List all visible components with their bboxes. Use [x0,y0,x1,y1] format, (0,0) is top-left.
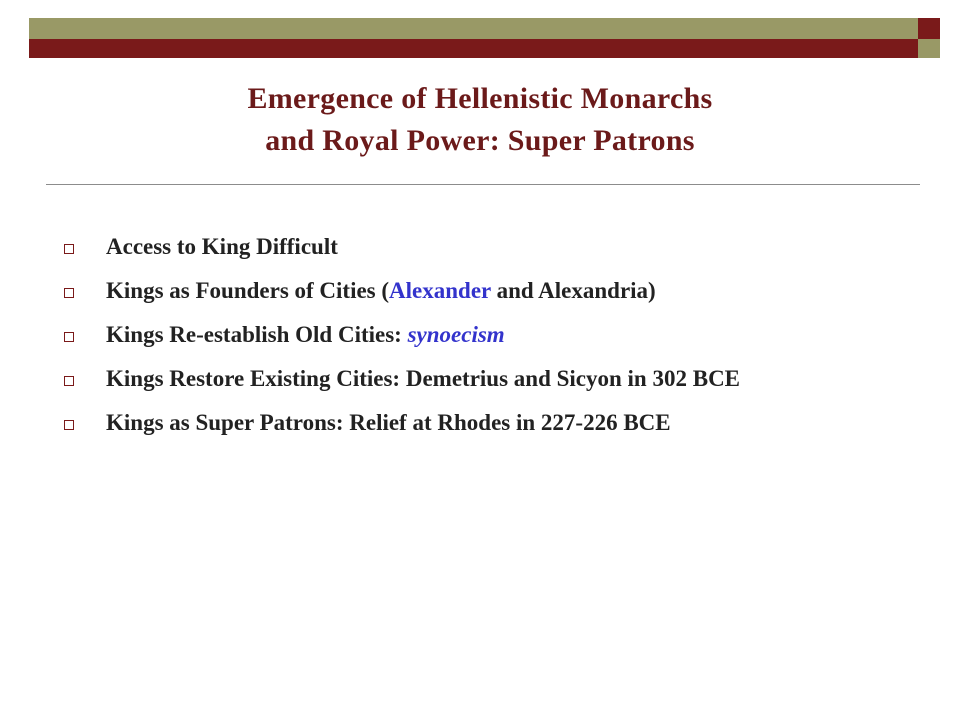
bullet-item [62,276,922,306]
bullet-item [62,320,922,350]
header-bar-maroon [29,39,918,58]
square-bullet-icon [64,332,74,342]
bullet-highlight: Alexander [389,278,491,303]
bullet-item [62,408,922,438]
square-bullet-icon [64,288,74,298]
title-divider [46,184,920,185]
header-corner-maroon [918,18,940,39]
bullet-item [62,232,922,262]
bullet-text-post: and Alexandria) [490,278,656,303]
slide-title [60,78,900,162]
bullet-text: Access to King Difficult [106,234,338,259]
bullet-highlight: synoecism [407,322,505,347]
header-bar-olive [29,18,918,39]
bullet-text: Kings as Super Patrons: Relief at Rhodes in 227-226 BCE [106,410,671,435]
bullet-item [62,364,922,394]
bullet-text-pre: Kings Re-establish Old Cities: [106,322,408,347]
square-bullet-icon [64,244,74,254]
bullet-list [62,232,922,452]
header-corner-olive [918,39,940,58]
slide-title-line-2: and Royal Power: Super Patrons [265,124,695,157]
square-bullet-icon [64,420,74,430]
bullet-text: Kings Restore Existing Cities: Demetrius and Sicyon in 302 BCE [106,366,741,391]
slide-title-line-1: Emergence of Hellenistic Monarchs [247,82,713,115]
bullet-text-pre: Kings as Founders of Cities ( [106,278,390,303]
square-bullet-icon [64,376,74,386]
